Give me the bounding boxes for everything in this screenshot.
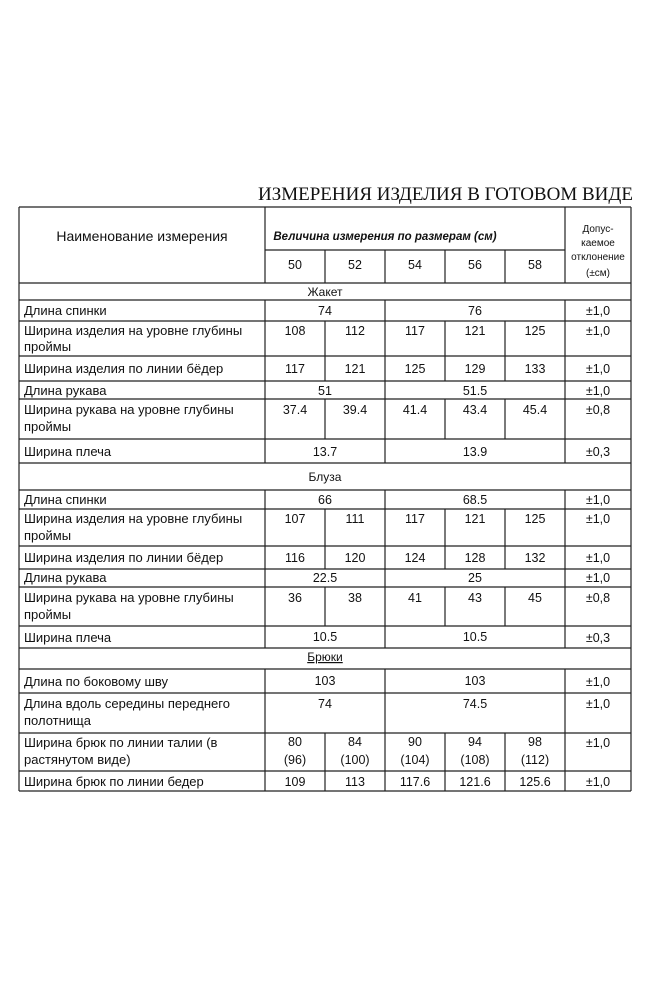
value-size-52: 39.4 — [342, 403, 368, 417]
tolerance-value: ±1,0 — [585, 324, 611, 338]
row-label: Длина по боковому шву — [24, 674, 169, 689]
value-size-50: 116 — [285, 551, 305, 565]
section-trousers: Брюки — [307, 650, 343, 664]
header-name-column: Наименование измерения — [56, 228, 228, 244]
row-label-line-2: проймы — [24, 607, 72, 622]
merged-value-50-54: 74 — [318, 304, 332, 318]
value-size-52: 111 — [345, 512, 365, 526]
section-jacket: Жакет — [307, 285, 343, 299]
table-row — [24, 323, 610, 354]
value-size-50: 37.4 — [282, 403, 308, 417]
merged-value-56-58: 68.5 — [462, 493, 488, 507]
value-size-50: 36 — [288, 591, 302, 605]
tolerance-value: ±1,0 — [585, 775, 611, 789]
table-row — [24, 402, 610, 434]
tolerance-value: ±1,0 — [585, 675, 611, 689]
tolerance-value: ±1,0 — [585, 551, 611, 565]
row-label: Длина рукава — [24, 570, 107, 585]
row-label-line-2: проймы — [24, 419, 72, 434]
value-size-54: 124 — [404, 551, 426, 565]
section-blouse: Блуза — [308, 470, 342, 484]
value-size-56: 121.6 — [459, 775, 491, 789]
value-size-56: 128 — [464, 551, 486, 565]
merged-value-50-54: 51 — [318, 384, 332, 398]
value-size-58: 133 — [524, 362, 546, 376]
value-size-56: 43 — [468, 591, 482, 605]
value-stretched-size-58: (112) — [520, 753, 550, 767]
value-size-50: 117 — [285, 362, 305, 376]
value-stretched-size-52: (100) — [340, 753, 370, 767]
value-size-54: 41.4 — [402, 403, 428, 417]
row-label: Длина спинки — [24, 492, 107, 507]
table-row — [24, 444, 610, 459]
tolerance-value: ±1,0 — [585, 304, 611, 318]
row-label-line-1: Ширина брюк по линии талии (в — [24, 735, 218, 750]
table-row — [24, 383, 610, 398]
value-size-50: 109 — [284, 775, 306, 789]
row-label-line-2: полотнища — [24, 713, 91, 728]
merged-value-50-54: 22.5 — [312, 571, 338, 585]
value-size-56: 94 — [468, 735, 482, 749]
row-label-line-2: проймы — [24, 528, 72, 543]
value-size-58: 125.6 — [519, 775, 551, 789]
value-stretched-size-54: (104) — [400, 753, 430, 767]
header-size-50: 50 — [288, 258, 302, 272]
row-label: Ширина плеча — [24, 630, 112, 645]
header-value-column: Величина измерения по размерам (см) — [273, 231, 497, 243]
merged-value-56-58: 10.5 — [462, 630, 488, 644]
value-size-54: 117 — [405, 512, 425, 526]
table-row — [24, 492, 610, 507]
table-row — [24, 696, 610, 728]
value-size-52: 38 — [348, 591, 362, 605]
value-size-54: 90 — [408, 735, 422, 749]
value-size-58: 132 — [524, 551, 546, 565]
table-row — [24, 590, 610, 622]
header-size-52: 52 — [348, 258, 362, 272]
row-label: Ширина изделия по линии бёдер — [24, 361, 224, 376]
row-label-line-1: Длина вдоль середины переднего — [24, 696, 230, 711]
row-label: Длина спинки — [24, 303, 107, 318]
header-tolerance-line-4: (±см) — [585, 268, 611, 279]
value-size-52: 113 — [345, 775, 365, 789]
value-size-58: 125 — [524, 512, 546, 526]
value-size-50: 107 — [284, 512, 306, 526]
document-title: ИЗМЕРЕНИЯ ИЗДЕЛИЯ В ГОТОВОМ ВИДЕ — [258, 184, 633, 205]
value-size-54: 117 — [405, 324, 425, 338]
header-tolerance-line-3: отклонение — [571, 252, 625, 263]
tolerance-value: ±0,8 — [585, 403, 611, 417]
value-size-52: 121 — [344, 362, 366, 376]
merged-value-56-58: 103 — [464, 674, 486, 688]
merged-value-50-54: 103 — [314, 674, 336, 688]
table-row — [24, 630, 610, 645]
merged-value-50-54: 74 — [318, 697, 332, 711]
tolerance-value: ±1,0 — [585, 362, 611, 376]
table-row — [24, 303, 610, 318]
merged-value-50-54: 66 — [318, 493, 332, 507]
header-tolerance-line-2: каемое — [581, 238, 615, 249]
merged-value-50-54: 10.5 — [312, 630, 338, 644]
merged-value-56-58: 51.5 — [462, 384, 488, 398]
value-size-58: 98 — [528, 735, 542, 749]
table-row — [24, 774, 610, 789]
row-label-line-1: Ширина изделия на уровне глубины — [24, 323, 243, 338]
merged-value-50-54: 13.7 — [312, 445, 338, 459]
row-label-line-2: проймы — [24, 339, 72, 354]
merged-value-56-58: 76 — [468, 304, 482, 318]
merged-value-56-58: 13.9 — [462, 445, 488, 459]
value-size-58: 45.4 — [522, 403, 548, 417]
row-label-line-1: Ширина изделия на уровне глубины — [24, 511, 243, 526]
value-size-56: 43.4 — [462, 403, 488, 417]
value-size-56: 121 — [464, 324, 486, 338]
value-size-50: 80 — [288, 735, 302, 749]
value-size-52: 112 — [345, 324, 365, 338]
row-label: Ширина плеча — [24, 444, 112, 459]
table-row — [24, 674, 610, 689]
value-stretched-size-56: (108) — [460, 753, 490, 767]
table-row — [24, 735, 610, 767]
tolerance-value: ±1,0 — [585, 697, 611, 711]
table-row — [24, 361, 610, 376]
value-size-56: 129 — [464, 362, 486, 376]
merged-value-56-58: 74.5 — [462, 697, 488, 711]
row-label: Ширина изделия по линии бёдер — [24, 550, 224, 565]
tolerance-value: ±1,0 — [585, 512, 611, 526]
tolerance-value: ±1,0 — [585, 736, 611, 750]
row-label: Длина рукава — [24, 383, 107, 398]
tolerance-value: ±0,3 — [585, 631, 611, 645]
header-tolerance-line-1: Допус- — [582, 224, 614, 235]
value-size-58: 45 — [528, 591, 542, 605]
table-row — [24, 570, 610, 585]
row-label-line-1: Ширина рукава на уровне глубины — [24, 590, 234, 605]
value-size-54: 41 — [408, 591, 422, 605]
row-label-line-1: Ширина рукава на уровне глубины — [24, 402, 234, 417]
value-stretched-size-50: (96) — [283, 753, 307, 767]
tolerance-value: ±1,0 — [585, 571, 611, 585]
value-size-58: 125 — [524, 324, 546, 338]
row-label-line-2: растянутом виде) — [24, 752, 131, 767]
tolerance-value: ±0,3 — [585, 445, 611, 459]
value-size-50: 108 — [284, 324, 306, 338]
value-size-52: 84 — [348, 735, 362, 749]
table-row — [24, 511, 610, 543]
tolerance-value: ±1,0 — [585, 493, 611, 507]
header-size-56: 56 — [468, 258, 482, 272]
tolerance-value: ±0,8 — [585, 591, 611, 605]
value-size-54: 125 — [404, 362, 426, 376]
value-size-56: 121 — [464, 512, 486, 526]
tolerance-value: ±1,0 — [585, 384, 611, 398]
value-size-54: 117.6 — [399, 775, 431, 789]
value-size-52: 120 — [344, 551, 366, 565]
row-label: Ширина брюк по линии бедер — [24, 774, 204, 789]
merged-value-56-58: 25 — [468, 571, 482, 585]
header-size-58: 58 — [528, 258, 542, 272]
header-size-54: 54 — [408, 258, 422, 272]
table-row — [24, 550, 610, 565]
